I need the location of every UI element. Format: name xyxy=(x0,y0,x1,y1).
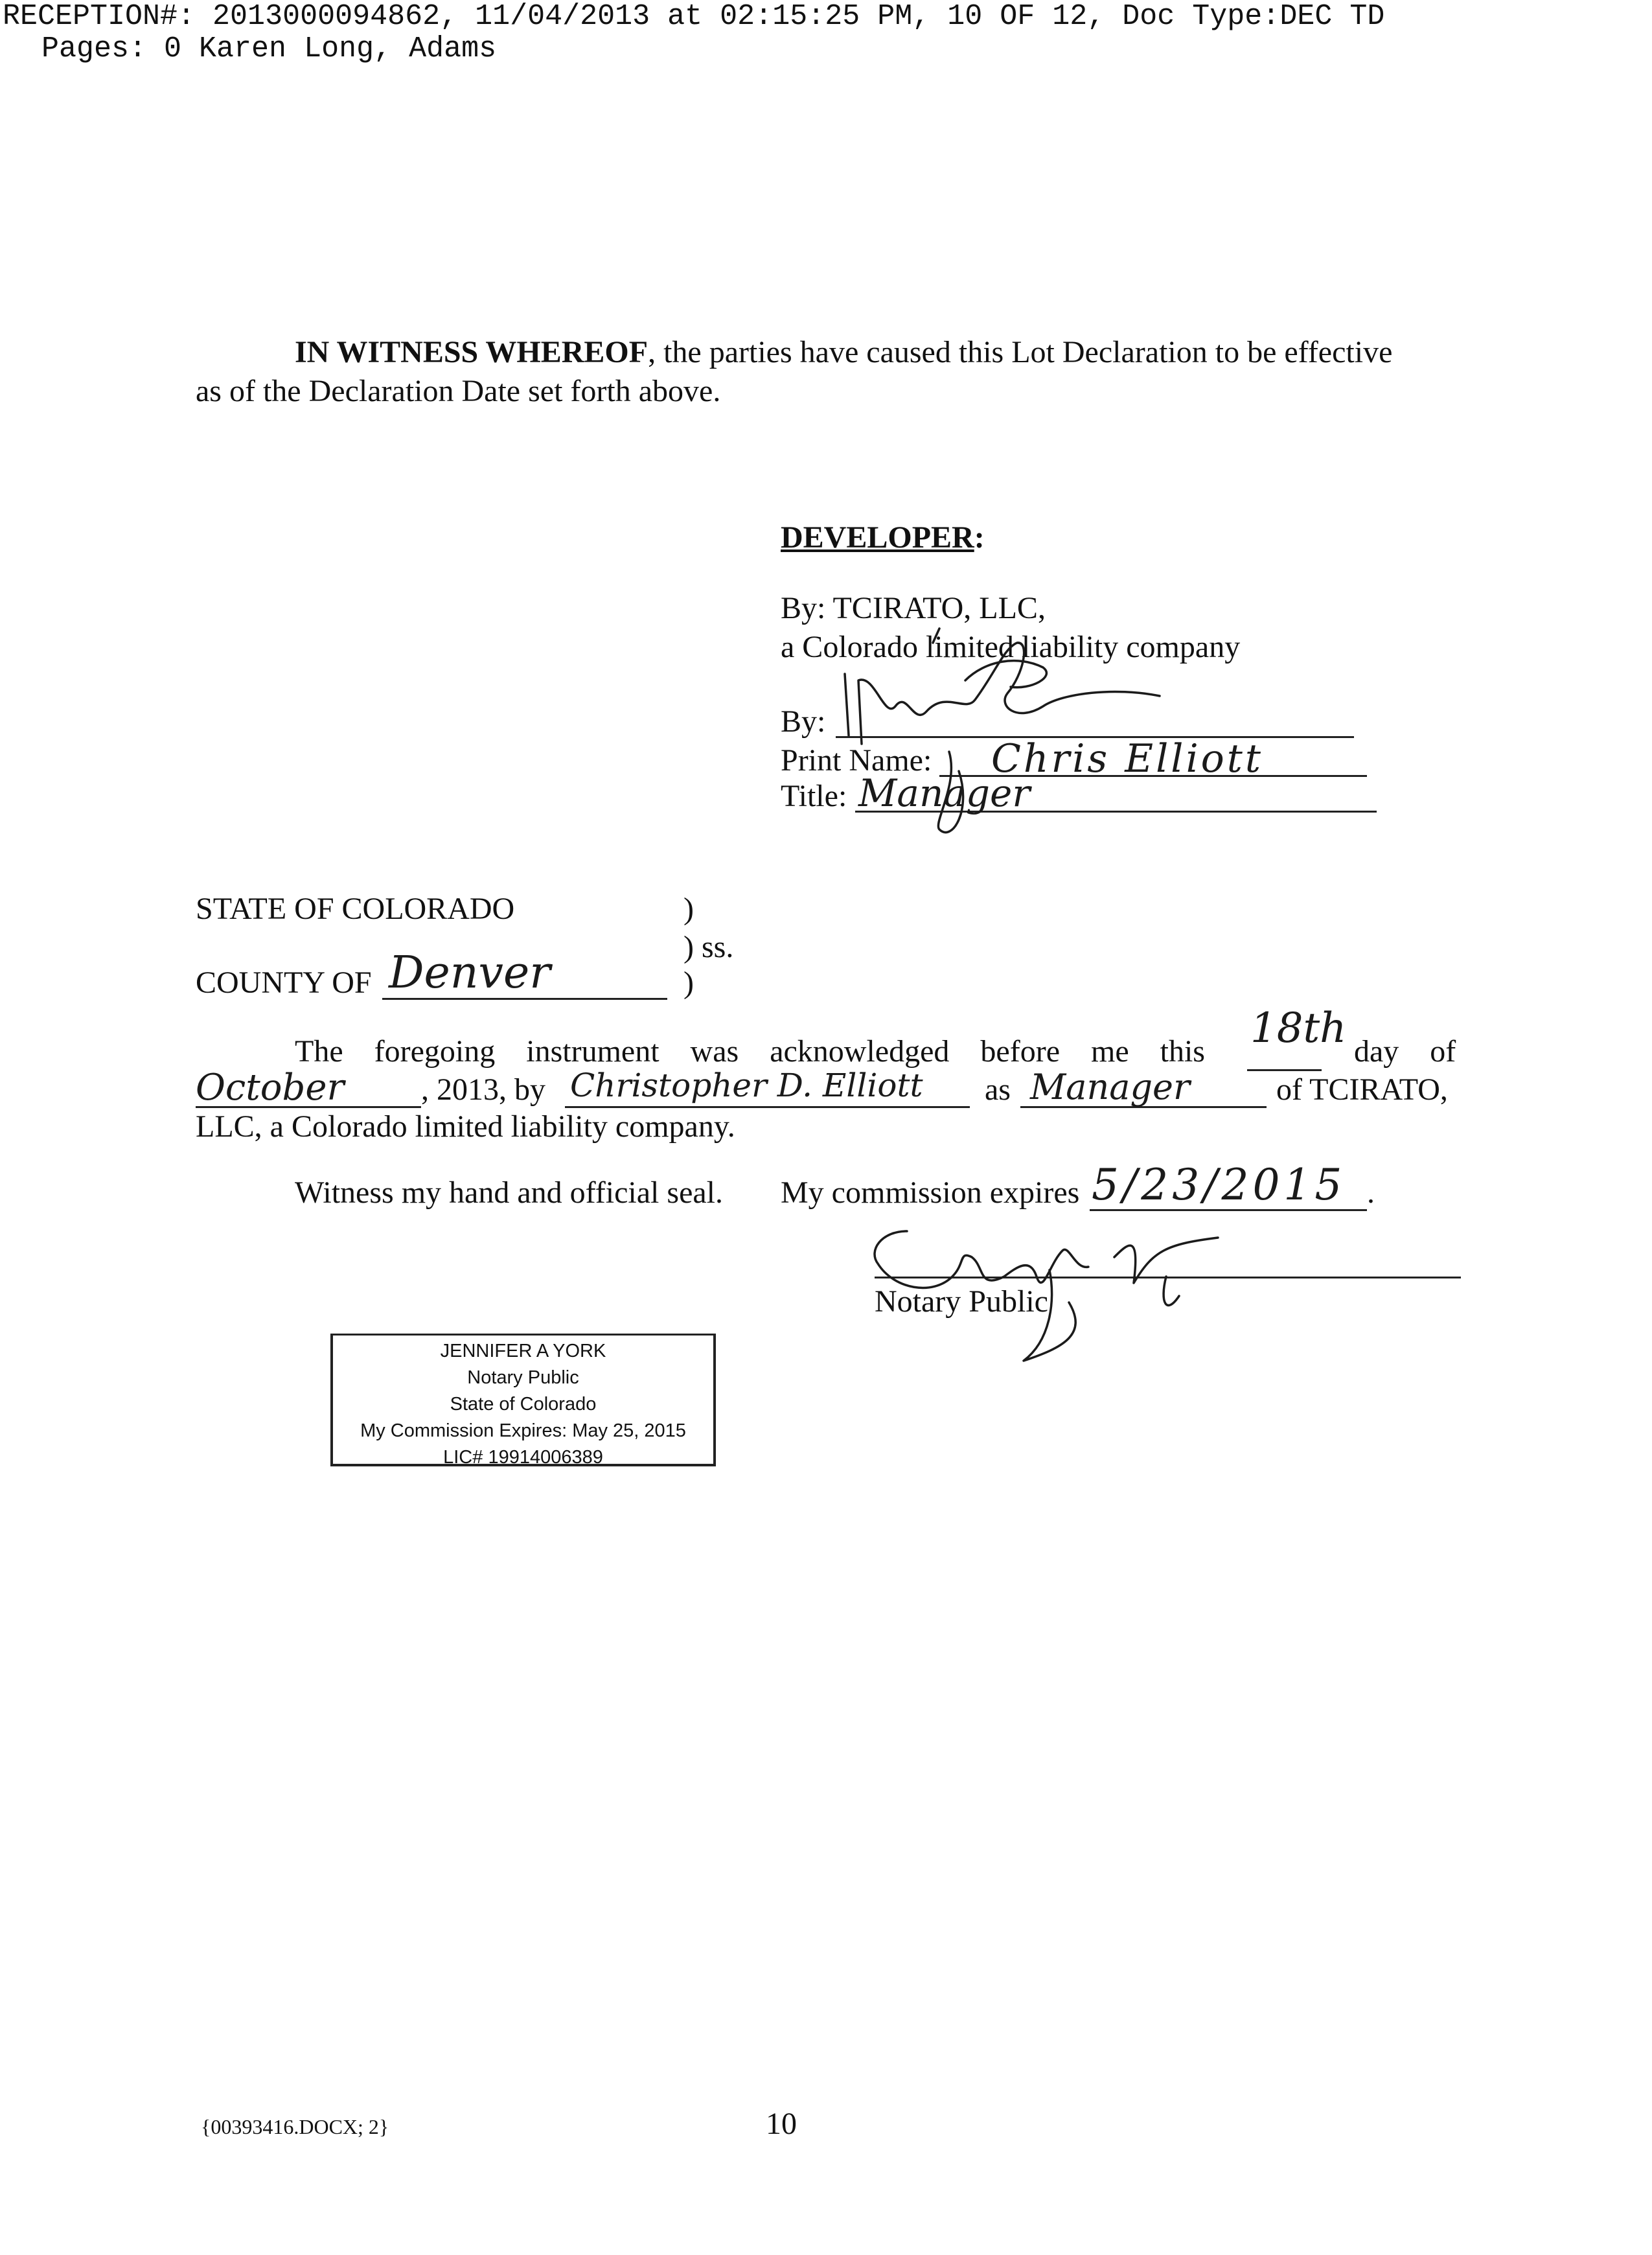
venue-county-label: COUNTY OF xyxy=(196,966,372,1000)
developer-signature-scribble xyxy=(836,629,1199,862)
ack-line-3: LLC, a Colorado limited liability company. xyxy=(196,1109,735,1144)
witness-clause-line-1 xyxy=(295,334,1392,371)
commission-expires-period: . xyxy=(1367,1175,1375,1210)
witness-clause-line-2: as of the Declaration Date set forth above. xyxy=(196,374,721,408)
print-name-handwritten: Chris Elliott xyxy=(991,736,1263,781)
venue-paren-3: ) xyxy=(683,966,694,1000)
ack-month-handwritten: October xyxy=(196,1067,345,1109)
developer-by-entity: By: TCIRATO, LLC, xyxy=(781,591,1046,625)
notary-stamp-expires: My Commission Expires: May 25, 2015 xyxy=(360,1420,686,1441)
developer-by-label: By: xyxy=(781,704,826,739)
notary-stamp-state: State of Colorado xyxy=(450,1394,597,1415)
venue-paren-2: ) ss. xyxy=(683,930,734,964)
witness-seal-text: Witness my hand and official seal. xyxy=(295,1175,724,1210)
ack-capacity-handwritten: Manager xyxy=(1030,1067,1190,1107)
venue-paren-1: ) xyxy=(683,892,694,926)
ack-signer-handwritten: Christopher D. Elliott xyxy=(570,1067,923,1104)
footer-page-number: 10 xyxy=(766,2107,797,2141)
ack-day-of: day of xyxy=(1354,1034,1456,1069)
venue-state: STATE OF COLORADO xyxy=(196,892,515,926)
notary-stamp-title: Notary Public xyxy=(467,1367,579,1388)
ack-day-handwritten: 18th xyxy=(1250,1004,1347,1052)
ack-as: as xyxy=(985,1072,1011,1107)
recording-header-line-2: Pages: 0 Karen Long, Adams xyxy=(41,32,497,65)
county-handwritten: Denver xyxy=(389,947,551,999)
commission-expires-handwritten: 5/23/2015 xyxy=(1092,1160,1346,1210)
commission-expires-label: My commission expires xyxy=(781,1175,1080,1210)
developer-heading-text: DEVELOPER xyxy=(781,520,974,555)
developer-heading-colon: : xyxy=(974,520,985,555)
print-name-label: Print Name: xyxy=(781,743,932,778)
notary-public-label: Notary Public xyxy=(875,1284,1048,1319)
notary-stamp-name: JENNIFER A YORK xyxy=(440,1341,606,1361)
developer-heading xyxy=(781,519,985,557)
witness-clause-rest: , the parties have caused this Lot Declaration to be effective xyxy=(648,335,1393,369)
ack-year-by: , 2013, by xyxy=(421,1072,545,1107)
developer-entity-description: a Colorado limited liability company xyxy=(781,630,1241,664)
footer-doc-id: {00393416.DOCX; 2} xyxy=(201,2115,389,2138)
ack-line-1: The foregoing instrument was acknowledged before me this xyxy=(295,1034,1205,1069)
notary-stamp-license: LIC# 19914006389 xyxy=(443,1447,603,1468)
witness-clause-lead: IN WITNESS WHEREOF xyxy=(295,335,648,369)
notary-stamp xyxy=(330,1334,716,1466)
recording-header-line-1: RECEPTION#: 2013000094862, 11/04/2013 at 02:15:25 PM, 10 OF 12, Doc Type:DEC TD xyxy=(3,0,1385,33)
title-handwritten: Manager xyxy=(858,771,1031,815)
ack-of-entity: of TCIRATO, xyxy=(1276,1072,1448,1107)
title-label: Title: xyxy=(781,779,847,813)
